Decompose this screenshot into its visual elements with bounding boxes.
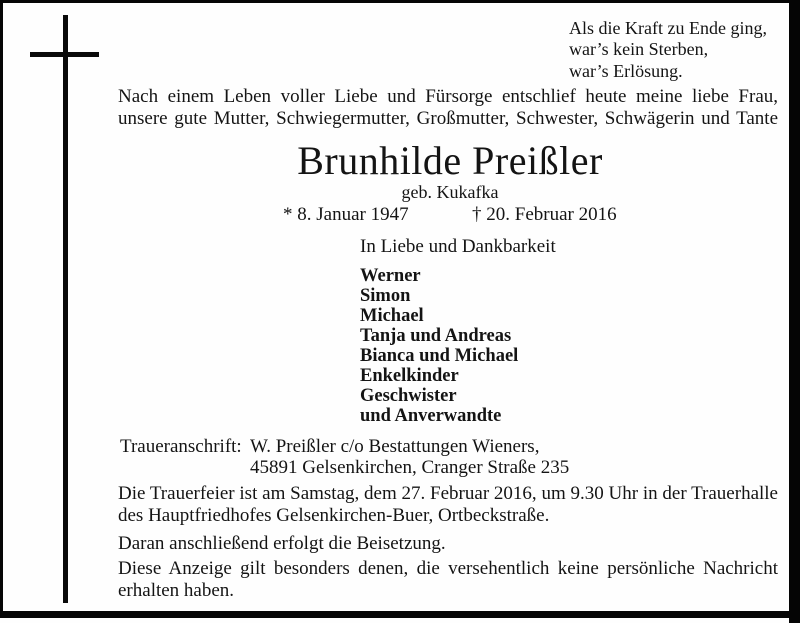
- epigraph-quote: [569, 18, 784, 82]
- frame-bottom-border: [0, 611, 800, 618]
- mourners-list: [360, 266, 518, 426]
- epigraph-line: war’s kein Sterben,: [569, 39, 709, 60]
- funeral-line: Die Trauerfeier ist am Samstag, dem 27. Februar 2016, um 9.30 Uhr in der Trauerhalle: [118, 483, 778, 504]
- intro-paragraph: [118, 86, 778, 129]
- address-block: [250, 436, 569, 478]
- cross-crossbar: [30, 52, 99, 57]
- funeral-paragraph: [118, 483, 778, 527]
- mourner-item: Michael: [360, 306, 424, 326]
- frame-right-border: [789, 0, 800, 623]
- address-line: 45891 Gelsenkirchen, Cranger Straße 235: [250, 457, 570, 478]
- address-label: Traueranschrift:: [120, 436, 242, 457]
- deceased-name: Brunhilde Preißler: [297, 138, 603, 183]
- mourner-item: Geschwister: [360, 386, 457, 406]
- intro-line: Nach einem Leben voller Liebe und Fürsorge entschlief heute meine liebe Frau,: [118, 86, 778, 107]
- mourner-item: Simon: [360, 286, 411, 306]
- funeral-line: des Hauptfriedhofes Gelsenkirchen-Buer, Ortbeckstraße.: [118, 505, 550, 527]
- death-date: † 20. Februar 2016: [472, 204, 617, 225]
- epigraph-line: Als die Kraft zu Ende ging,: [569, 18, 767, 38]
- mourner-item: und Anverwandte: [360, 406, 502, 426]
- dedication-line: In Liebe und Dankbarkeit: [360, 236, 556, 257]
- address-line: W. Preißler c/o Bestattungen Wieners,: [250, 436, 540, 457]
- mourner-item: Enkelkinder: [360, 366, 459, 386]
- mourner-item: Werner: [360, 266, 421, 286]
- birth-date: * 8. Januar 1947: [283, 204, 409, 225]
- epigraph-line: war’s Erlösung.: [569, 60, 683, 81]
- closing-notice: [118, 558, 778, 602]
- burial-note: Daran anschließend erfolgt die Beisetzung.: [118, 533, 446, 554]
- maiden-name: geb. Kukafka: [401, 182, 499, 202]
- mourner-item: Bianca und Michael: [360, 346, 519, 366]
- frame-top-border: [0, 0, 800, 3]
- closing-line: Diese Anzeige gilt besonders denen, die versehentlich keine persönliche Nachricht: [118, 558, 778, 579]
- frame-left-border: [0, 0, 3, 618]
- cross-stem: [63, 15, 68, 603]
- intro-line: unsere gute Mutter, Schwiegermutter, Großmutter, Schwester, Schwägerin und Tante: [118, 107, 778, 129]
- closing-line: erhalten haben.: [118, 580, 235, 602]
- mourner-item: Tanja und Andreas: [360, 326, 512, 346]
